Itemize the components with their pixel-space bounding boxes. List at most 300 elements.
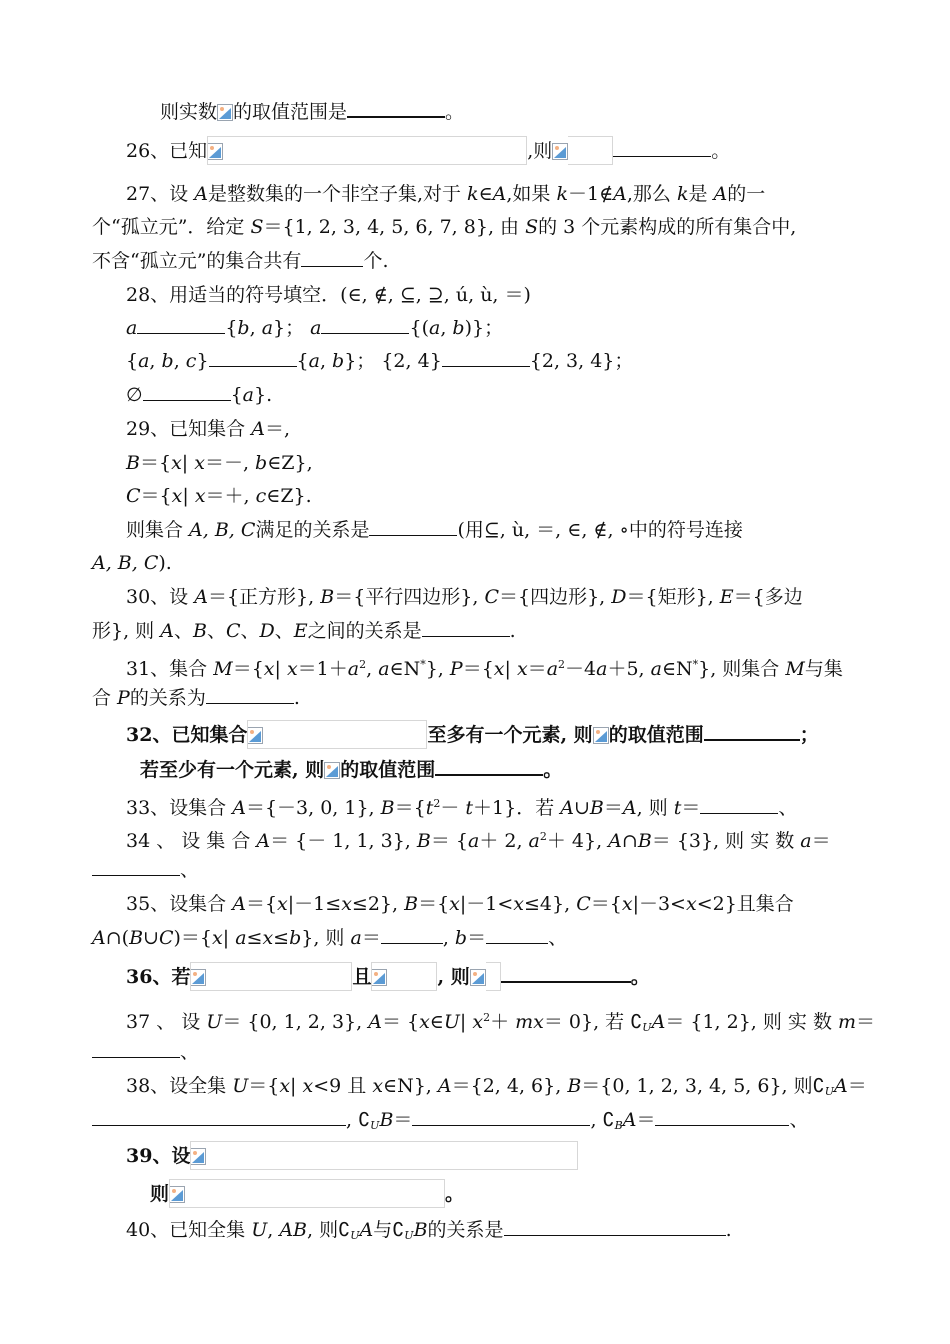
text-run: , 则∁ [307, 1219, 351, 1241]
text-run: k [467, 183, 479, 205]
text-run: ,那么 [626, 183, 677, 205]
image-placeholder-box [486, 962, 501, 991]
text-run: A, B, C [92, 552, 159, 574]
text-run: x [449, 893, 460, 915]
answer-blank[interactable] [209, 348, 297, 367]
text-run: A [622, 797, 637, 819]
text-run: x [621, 893, 633, 915]
text-run: ＝{ [394, 797, 426, 819]
question-28-line2 [126, 314, 503, 342]
text-run: 的取值范围 [340, 759, 436, 781]
text-run: ＝{ [418, 893, 450, 915]
text-run: * [692, 658, 699, 671]
text-run: U [206, 1011, 223, 1033]
text-run: {2, 3, 4}； [529, 350, 634, 372]
text-run: ≤2}, [351, 893, 405, 915]
text-run: | [222, 927, 236, 949]
text-run: , ∁ [590, 1109, 615, 1131]
question-40 [126, 1216, 732, 1250]
text-run: ＝ [681, 797, 701, 819]
text-run: －1∉ [567, 183, 614, 205]
text-run: 36、若 [126, 966, 191, 988]
text-run: B [192, 620, 207, 642]
text-run: a [126, 317, 138, 339]
text-run: 。 [445, 101, 465, 123]
text-run: x [372, 1075, 384, 1097]
text-run: ＝{ [248, 1075, 280, 1097]
image-placeholder-box [371, 962, 437, 991]
text-run: B [416, 830, 431, 852]
text-run: ∈N [389, 658, 421, 680]
text-run: ＝ {1, 2}, 则 实 数 [665, 1011, 838, 1033]
text-run: ∈Z}, [267, 452, 313, 474]
question-29-line4 [126, 516, 743, 544]
question-28-line3 [126, 347, 633, 375]
text-run: C [225, 620, 241, 642]
question-27-line2 [92, 213, 796, 241]
answer-blank[interactable] [486, 925, 548, 944]
text-run: b [255, 452, 268, 474]
text-run: 。 [543, 759, 563, 781]
text-run: ＝{1, 2, 3, 4, 5, 6, 7, 8}, 由 [263, 216, 526, 238]
answer-blank[interactable] [412, 1107, 590, 1126]
question-29-line2 [126, 449, 313, 477]
text-run: P [117, 687, 130, 709]
text-run: b [454, 927, 468, 949]
text-run: |－1≤ [287, 893, 342, 915]
text-run: M [213, 658, 233, 680]
text-run: ＝ {3}, 则 实 数 [651, 830, 801, 852]
text-run: ＋ 2, [479, 830, 529, 852]
text-run: ＝{ [139, 452, 172, 474]
text-run: B [567, 1075, 582, 1097]
question-35-line2 [92, 924, 567, 952]
text-run: 、 [778, 797, 798, 819]
text-run: x [493, 658, 505, 680]
text-run: x [262, 927, 274, 949]
text-run: ＝ [361, 927, 381, 949]
text-run: a [528, 830, 540, 852]
text-run: ∈N [661, 658, 693, 680]
text-run: ＝{ [590, 893, 622, 915]
text-run: 不含“孤立元”的集合共有 [92, 250, 302, 272]
text-run: M [785, 658, 805, 680]
answer-blank[interactable] [92, 1107, 346, 1126]
text-run: ＝ [811, 830, 831, 852]
question-32-line2 [140, 756, 562, 784]
text-run: , [267, 1219, 280, 1241]
text-run: 30、设 [126, 586, 195, 608]
answer-blank[interactable] [613, 138, 711, 157]
text-run: 的关系为 [129, 687, 206, 709]
text-run: 34 、 设 集 合 [126, 830, 257, 852]
answer-blank[interactable] [504, 1217, 726, 1236]
text-run: b [332, 350, 345, 372]
answer-blank[interactable] [422, 618, 510, 637]
text-run: ∩ [621, 830, 638, 852]
answer-blank[interactable] [704, 721, 800, 741]
text-run: x [685, 893, 697, 915]
text-run: E [293, 620, 308, 642]
text-run: 。 [630, 966, 650, 988]
text-run: { [296, 350, 309, 372]
question-29-line1 [126, 415, 290, 443]
text-run: }； [273, 317, 311, 339]
text-run: ＝ 0}, 若 ∁ [543, 1011, 643, 1033]
text-run: 35、设集合 [126, 893, 233, 915]
text-run: , [440, 317, 453, 339]
text-run: )}； [464, 317, 504, 339]
text-run: | [274, 658, 287, 680]
text-run: a [235, 927, 247, 949]
text-run: { [230, 384, 243, 406]
text-run: 若至少有一个元素, 则 [140, 759, 325, 781]
question-28-line4 [126, 381, 272, 409]
text-run: ∈Z}. [266, 485, 312, 507]
text-run: , [442, 927, 455, 949]
text-run: )＝{ [173, 927, 213, 949]
text-run: A [232, 797, 246, 819]
text-run: , [319, 350, 333, 372]
text-run: 至多有一个元素, 则 [427, 724, 593, 746]
text-run: 27、设 [126, 183, 195, 205]
text-run: A [613, 183, 627, 205]
text-run: 。 [711, 140, 731, 162]
text-run: 、 [789, 1109, 809, 1131]
text-run: 、 [180, 859, 200, 881]
answer-blank[interactable] [435, 756, 543, 776]
image-placeholder-box [207, 136, 527, 165]
text-run: 个. [363, 250, 389, 272]
text-run: m [837, 1011, 857, 1033]
text-run: 之间的关系是 [307, 620, 422, 642]
text-run: 28、用适当的符号填空．(∈, ∉, ⊆, ⊇, ú, ù, ＝) [126, 284, 531, 306]
text-run: ＝＋, [205, 485, 256, 507]
answer-blank[interactable] [92, 857, 180, 876]
text-run: ＝ { [381, 1011, 420, 1033]
text-run: ). [158, 552, 172, 574]
text-run: U [404, 1229, 414, 1242]
text-run: k [676, 183, 689, 205]
question-31-line2 [92, 684, 300, 712]
broken-image-icon [470, 969, 486, 986]
text-run: x [277, 893, 288, 915]
question-27-line1 [126, 180, 765, 208]
question-30-line2 [92, 617, 516, 645]
text-run: 的 3 个元素构成的所有集合中, [538, 216, 797, 238]
text-run: B [614, 1119, 623, 1132]
text-run: 与集 [804, 658, 843, 680]
question-32-line1 [126, 720, 819, 749]
text-run: A [92, 927, 106, 949]
text-run: a [800, 830, 812, 852]
text-run: ＝ { [430, 830, 468, 852]
text-run: |－1< [459, 893, 514, 915]
text-run: ∅ [126, 384, 143, 406]
text-run: x [194, 485, 206, 507]
text-run: }, 则集合 [698, 658, 786, 680]
image-placeholder-box [247, 720, 427, 749]
text-run: x [472, 1011, 484, 1033]
text-run: C [158, 927, 174, 949]
text-run: 2 [539, 830, 547, 843]
answer-blank[interactable] [206, 685, 294, 704]
text-run: A [232, 893, 246, 915]
question-27-line3 [92, 247, 388, 275]
text-run: <2}且集合 [696, 893, 794, 915]
text-run: a [138, 350, 150, 372]
text-run: U [642, 1021, 652, 1034]
text-run: ＝ [527, 658, 547, 680]
question-39-line1 [126, 1141, 578, 1170]
question-36 [126, 962, 650, 991]
text-run: A [608, 830, 622, 852]
question-35-line1 [126, 890, 794, 918]
image-placeholder-box [190, 1141, 578, 1170]
text-run: 26、已知 [126, 140, 208, 162]
text-run: 2 [558, 658, 566, 671]
text-run: 2 [483, 1011, 491, 1024]
text-run: a [429, 317, 441, 339]
text-run: ＝{ [245, 893, 278, 915]
text-run: ＋ [490, 1011, 516, 1033]
text-run: x [263, 658, 275, 680]
text-run: }； {2, 4} [344, 350, 442, 372]
text-run: D [611, 586, 627, 608]
question-37-line2 [92, 1038, 199, 1066]
answer-blank[interactable] [655, 1107, 789, 1126]
text-run: 。 [445, 1183, 465, 1205]
text-run: { [126, 350, 139, 372]
text-run: x [302, 1075, 314, 1097]
text-run: 则实数 [160, 101, 218, 123]
text-run: x [533, 1011, 544, 1033]
text-run: , 则 [636, 797, 674, 819]
text-run: (用⊆, ù, ＝, ∈, ∉, ∘中的符号连接 [457, 519, 743, 541]
text-run: A [834, 1075, 848, 1097]
text-run: x [194, 452, 205, 474]
text-run: | [290, 1075, 303, 1097]
text-run: ≤4}, [524, 893, 577, 915]
text-run: A [651, 1011, 666, 1033]
text-run: t [425, 797, 434, 819]
text-run: a [596, 658, 608, 680]
text-run: , ∁ [346, 1109, 371, 1131]
text-run: 的取值范围是 [233, 101, 348, 123]
text-run: . [725, 1219, 732, 1241]
text-run: ＝－, [204, 452, 256, 474]
text-run: 2 [359, 658, 367, 671]
text-run: ＝1＋ [297, 658, 348, 680]
broken-image-icon [324, 762, 340, 779]
text-run: x [513, 893, 525, 915]
text-run: B [413, 1219, 428, 1241]
text-run: A [359, 1219, 374, 1241]
text-run: b [289, 927, 302, 949]
text-run: ＋ 4}, [546, 830, 609, 852]
text-run: b [452, 317, 465, 339]
text-run: A [622, 1109, 637, 1131]
question-38-line1 [126, 1072, 867, 1106]
text-run: ,则 [527, 140, 553, 162]
text-run: 、 [206, 620, 226, 642]
text-run: . [293, 687, 300, 709]
text-run: 40、已知全集 [126, 1219, 252, 1241]
text-run: 的取值范围 [608, 724, 704, 746]
text-run: B [320, 586, 335, 608]
question-38-line2 [92, 1106, 808, 1140]
text-run: t [465, 797, 474, 819]
answer-blank[interactable] [347, 98, 445, 118]
text-run: . [509, 620, 516, 642]
text-run: 、 [240, 620, 260, 642]
text-run: x [419, 1011, 430, 1033]
text-run: 37 、 设 [126, 1011, 207, 1033]
text-run: 31、集合 [126, 658, 214, 680]
text-run: 是 [688, 183, 714, 205]
text-run: B [129, 927, 144, 949]
text-run: A, B, C [189, 519, 256, 541]
text-run: ＝{2, 4, 6}, [451, 1075, 568, 1097]
text-run: ＋5, [607, 658, 651, 680]
text-run: S [250, 216, 264, 238]
text-run: b [161, 350, 174, 372]
question-37-line1 [126, 1004, 875, 1042]
text-run: ＝{四边形}, [499, 586, 612, 608]
text-run: 、 [548, 927, 568, 949]
text-run: a [261, 317, 274, 339]
text-run: A [194, 586, 208, 608]
answer-blank[interactable] [501, 963, 631, 983]
text-run: x [171, 452, 182, 474]
text-run: | [182, 485, 195, 507]
text-run: A [492, 183, 507, 205]
answer-blank[interactable] [143, 382, 231, 401]
text-run: ＝{ [232, 658, 264, 680]
text-run: , [249, 317, 262, 339]
text-run: a [242, 384, 254, 406]
text-run: a [467, 830, 480, 852]
text-run: , 则 [437, 966, 470, 988]
image-placeholder-box [169, 1179, 445, 1208]
text-run: 个“孤立元”．给定 [92, 216, 251, 238]
answer-blank[interactable] [321, 315, 409, 334]
broken-image-icon [552, 143, 568, 160]
text-run: A [713, 183, 728, 205]
text-run: 38、设全集 [126, 1075, 233, 1097]
text-run: ≤ [273, 927, 290, 949]
text-run: ＝{ [140, 485, 172, 507]
text-run: ∪ [573, 797, 590, 819]
answer-blank[interactable] [700, 795, 778, 814]
text-run: |－3< [632, 893, 686, 915]
text-run: ＋1}．若 [473, 797, 561, 819]
text-run: － [440, 797, 466, 819]
question-29-line5 [92, 549, 172, 577]
text-run: ； [799, 724, 819, 746]
answer-blank[interactable] [381, 925, 443, 944]
line-l0 [160, 98, 464, 126]
answer-blank[interactable] [92, 1039, 180, 1058]
text-run: U [443, 1011, 460, 1033]
text-run: ∈ [478, 183, 493, 205]
text-run: 32、已知集合 [126, 724, 248, 746]
text-run: c [185, 350, 197, 372]
text-run: ＝, [264, 418, 290, 440]
text-run: a [310, 317, 322, 339]
text-run: * [420, 658, 426, 671]
text-run: <9 且 [313, 1075, 373, 1097]
text-run: 形}, 则 [92, 620, 161, 642]
text-run: ∈N}, [383, 1075, 438, 1097]
broken-image-icon [217, 104, 233, 121]
text-run: 29、已知集合 [126, 418, 252, 440]
text-run: }, 则 [301, 927, 351, 949]
text-run: 2 [433, 797, 441, 810]
text-run: U [350, 1229, 360, 1242]
text-run: D [259, 620, 275, 642]
text-run: B [380, 797, 395, 819]
text-run: 与∁ [373, 1219, 405, 1241]
text-run: C [484, 586, 499, 608]
text-run: －4 [565, 658, 597, 680]
image-placeholder-box [190, 962, 352, 991]
text-run: a [347, 658, 360, 680]
question-31-line1 [126, 651, 843, 683]
question-34-line1 [126, 823, 831, 855]
answer-blank[interactable] [442, 348, 530, 367]
text-run: ＝{0, 1, 2, 3, 4, 5, 6}, 则∁ [581, 1075, 825, 1097]
text-run: ＝{平行四边形}, [334, 586, 485, 608]
text-run: A [437, 1075, 452, 1097]
text-run: | [181, 452, 195, 474]
text-run: ＝{正方形}, [207, 586, 321, 608]
text-run: 满足的关系是 [255, 519, 370, 541]
question-39-line2 [150, 1179, 464, 1208]
answer-blank[interactable] [301, 248, 363, 267]
text-run: 且 [352, 966, 372, 988]
answer-blank[interactable] [369, 517, 457, 536]
answer-blank[interactable] [137, 315, 225, 334]
text-run: 合 [92, 687, 118, 709]
text-run: AB [279, 1219, 308, 1241]
text-run: 则 [150, 1183, 170, 1205]
text-run: B [126, 452, 140, 474]
text-run: A [368, 1011, 382, 1033]
text-run: ＝ [636, 1109, 656, 1131]
image-placeholder-box [568, 136, 613, 165]
text-run: A [560, 797, 574, 819]
text-run: , [149, 350, 162, 372]
text-run: C [576, 893, 591, 915]
text-run: 、 [274, 620, 294, 642]
text-run: } [196, 350, 209, 372]
text-run: B [404, 893, 419, 915]
text-run: B [379, 1109, 394, 1131]
text-run: ≤ [246, 927, 263, 949]
text-run: {( [409, 317, 429, 339]
text-run: ∩( [105, 927, 130, 949]
question-34-line2 [92, 856, 199, 884]
text-run: a [350, 927, 362, 949]
text-run: A [194, 183, 208, 205]
text-run: E [719, 586, 734, 608]
text-run: , [173, 350, 186, 372]
text-run: C [126, 485, 141, 507]
text-run: 的一 [727, 183, 766, 205]
text-run: x [341, 893, 352, 915]
text-run: }, [425, 658, 450, 680]
